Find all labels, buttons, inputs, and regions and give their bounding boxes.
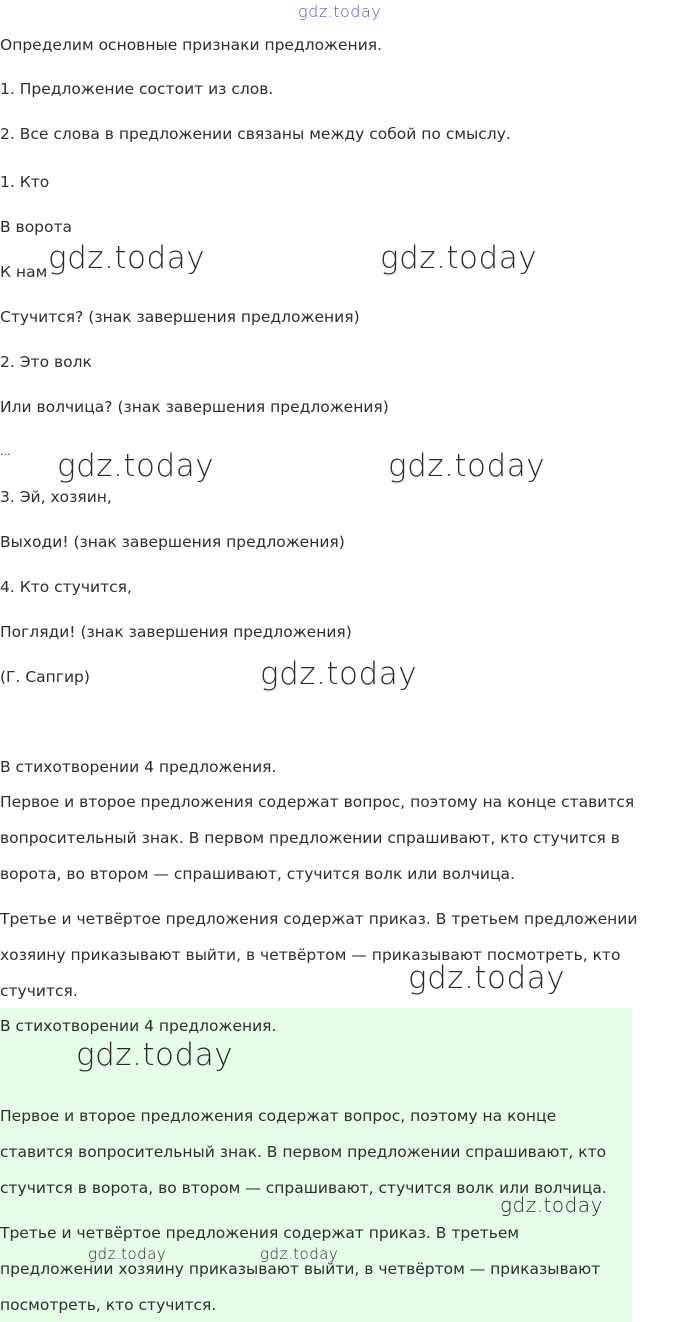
explanation-line: ворота, во втором — спрашивают, стучится волк или волчица. <box>0 865 515 883</box>
answer-line: посмотреть, кто стучится. <box>0 1296 217 1314</box>
poem-line: Стучится? (знак завершения предложения) <box>0 308 360 326</box>
watermark: gdz.today <box>48 240 206 276</box>
poem-line: Погляди! (знак завершения предложения) <box>0 623 352 641</box>
answer-line: В стихотворении 4 предложения. <box>0 1017 277 1035</box>
poem-line: 3. Эй, хозяин, <box>0 488 112 506</box>
watermark: gdz.today <box>388 448 546 484</box>
intro-point-1: 1. Предложение состоит из слов. <box>0 80 274 98</box>
explanation-line: Третье и четвёртое предложения содержат приказ. В третьем предложении <box>0 910 638 928</box>
explanation-line: В стихотворении 4 предложения. <box>0 758 277 776</box>
poem-line: 1. Кто <box>0 173 50 191</box>
answer-line: Первое и второе предложения содержат вопрос, поэтому на конце <box>0 1107 557 1125</box>
poem-line: 4. Кто стучится, <box>0 578 132 596</box>
intro-line: Определим основные признаки предложения. <box>0 36 383 54</box>
answer-line: предложении хозяину приказывают выйти, в четвёртом — приказывают <box>0 1260 601 1278</box>
answer-line: ставится вопросительный знак. В первом предложении спрашивают, кто <box>0 1143 607 1161</box>
poem-line: К нам <box>0 263 48 281</box>
watermark: gdz.today <box>380 240 538 276</box>
poem-author: (Г. Сапгир) <box>0 668 90 686</box>
poem-ellipsis: ... <box>0 445 11 458</box>
explanation-line: стучится. <box>0 982 78 1000</box>
poem-line: Или волчица? (знак завершения предложения) <box>0 398 389 416</box>
poem-line: В ворота <box>0 218 73 236</box>
explanation-line: хозяину приказывают выйти, в четвёртом — приказывают посмотреть, кто <box>0 946 621 964</box>
watermark: gdz.today <box>408 960 566 996</box>
watermark: gdz.today <box>57 448 215 484</box>
watermark: gdz.today <box>88 1245 167 1263</box>
watermark: gdz.today <box>260 1245 339 1263</box>
watermark-top: gdz.today <box>298 2 382 21</box>
poem-line: 2. Это волк <box>0 353 92 371</box>
intro-point-2: 2. Все слова в предложении связаны между собой по смыслу. <box>0 125 511 143</box>
watermark: gdz.today <box>260 656 418 692</box>
watermark: gdz.today <box>76 1037 234 1073</box>
explanation-line: вопросительный знак. В первом предложении спрашивают, кто стучится в <box>0 829 620 847</box>
watermark: gdz.today <box>500 1193 603 1217</box>
explanation-line: Первое и второе предложения содержат вопрос, поэтому на конце ставится <box>0 793 635 811</box>
answer-line: Третье и четвёртое предложения содержат приказ. В третьем <box>0 1224 520 1242</box>
poem-line: Выходи! (знак завершения предложения) <box>0 533 345 551</box>
answer-line: стучится в ворота, во втором — спрашивают, стучится волк или волчица. <box>0 1179 607 1197</box>
